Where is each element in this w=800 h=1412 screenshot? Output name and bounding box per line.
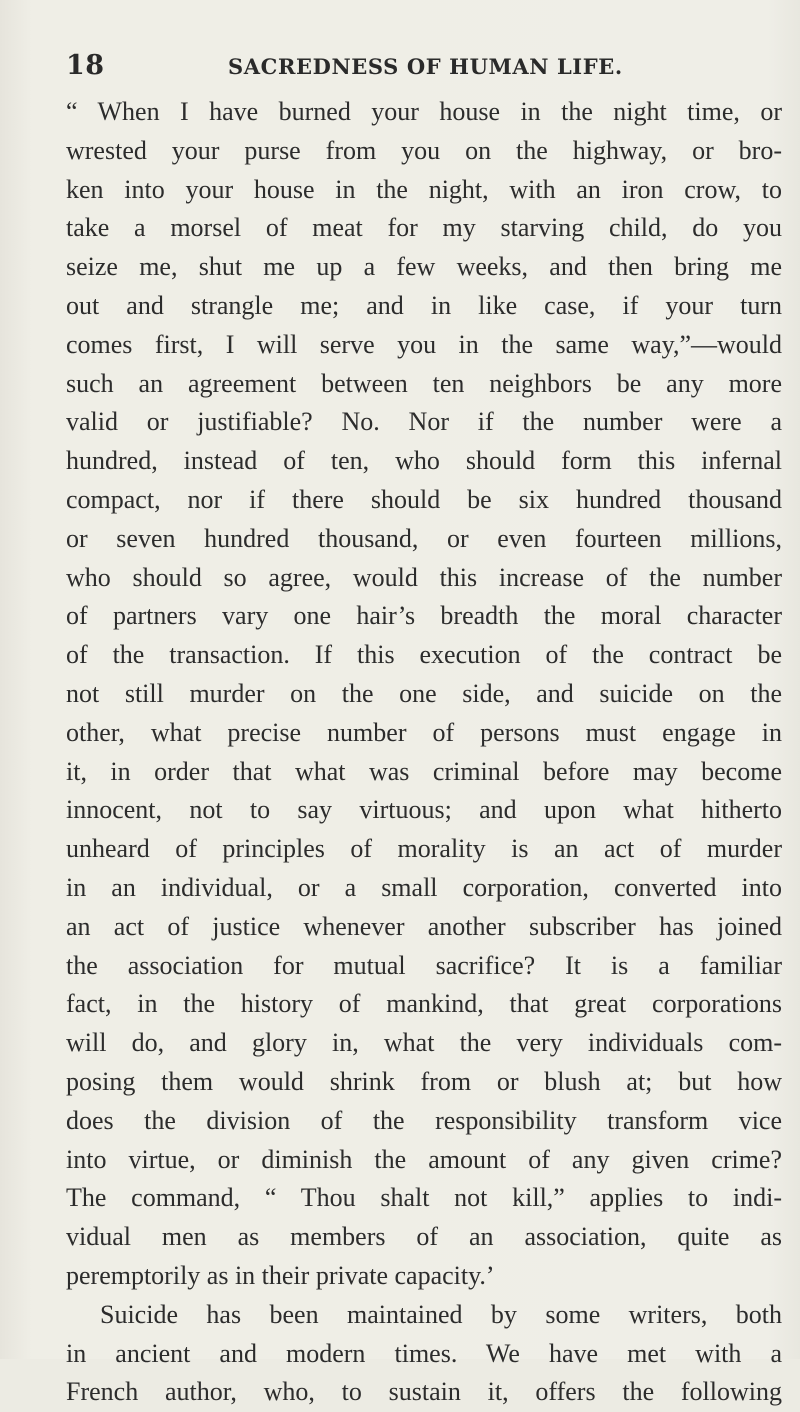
text-line: or seven hundred thousand, or even fourteen millions, — [66, 523, 782, 553]
text-line: into virtue, or diminish the amount of any given crime? — [66, 1144, 782, 1174]
text-line: valid or justifiable? No. Nor if the number were a — [66, 407, 782, 437]
text-line: French author, who, to sustain it, offers the following — [66, 1377, 782, 1407]
text-line: an act of justice whenever another subscriber has joined — [66, 911, 782, 941]
text-line: it, in order that what was criminal before may become — [66, 756, 782, 786]
text-line: in ancient and modern times. We have met with a — [66, 1338, 782, 1368]
text-line: take a morsel of meat for my starving child, do you — [66, 213, 782, 243]
text-line: peremptorily as in their private capacity.’ — [66, 1260, 495, 1290]
text-line: The command, “ Thou shalt not kill,” applies to indi- — [66, 1183, 782, 1213]
text-line: comes first, I will serve you in the same way,”—would — [66, 329, 782, 359]
text-line: in an individual, or a small corporation, converted into — [66, 872, 782, 902]
text-line: out and strangle me; and in like case, if your turn — [66, 290, 782, 320]
running-head — [66, 50, 782, 90]
text-line: who should so agree, would this increase of the number — [66, 562, 782, 592]
text-line: will do, and glory in, what the very individuals com- — [66, 1028, 782, 1058]
text-line: compact, nor if there should be six hundred thousand — [66, 484, 782, 514]
text-line: not still murder on the one side, and suicide on the — [66, 678, 782, 708]
text-line: of the transaction. If this execution of the contract be — [66, 640, 782, 670]
text-line: innocent, not to say virtuous; and upon what hitherto — [66, 795, 782, 825]
text-line: hundred, instead of ten, who should form this infernal — [66, 446, 782, 476]
text-line: ken into your house in the night, with an iron crow, to — [66, 174, 782, 204]
page-number: 18 — [66, 50, 105, 81]
text-line: such an agreement between ten neighbors be any more — [66, 368, 782, 398]
text-line: vidual men as members of an association, quite as — [66, 1222, 782, 1252]
running-title: SACREDNESS OF HUMAN LIFE. — [228, 54, 623, 79]
text-line: “ When I have burned your house in the night time, or — [66, 97, 782, 126]
text-line: the association for mutual sacrifice? It is a familiar — [66, 950, 782, 980]
text-line: fact, in the history of mankind, that great corporations — [66, 989, 782, 1019]
text-line: posing them would shrink from or blush at; but how — [66, 1066, 782, 1096]
text-line: unheard of principles of morality is an act of murder — [66, 834, 782, 864]
text-line: does the division of the responsibility transform vice — [66, 1105, 782, 1135]
text-line: Suicide has been maintained by some writers, both — [100, 1299, 782, 1329]
text-line: wrested your purse from you on the highway, or bro- — [66, 135, 782, 165]
text-line: seize me, shut me up a few weeks, and then bring me — [66, 252, 782, 282]
body-text — [66, 93, 782, 1412]
text-line: of partners vary one hair’s breadth the moral character — [66, 601, 782, 631]
text-line: other, what precise number of persons must engage in — [66, 717, 782, 747]
